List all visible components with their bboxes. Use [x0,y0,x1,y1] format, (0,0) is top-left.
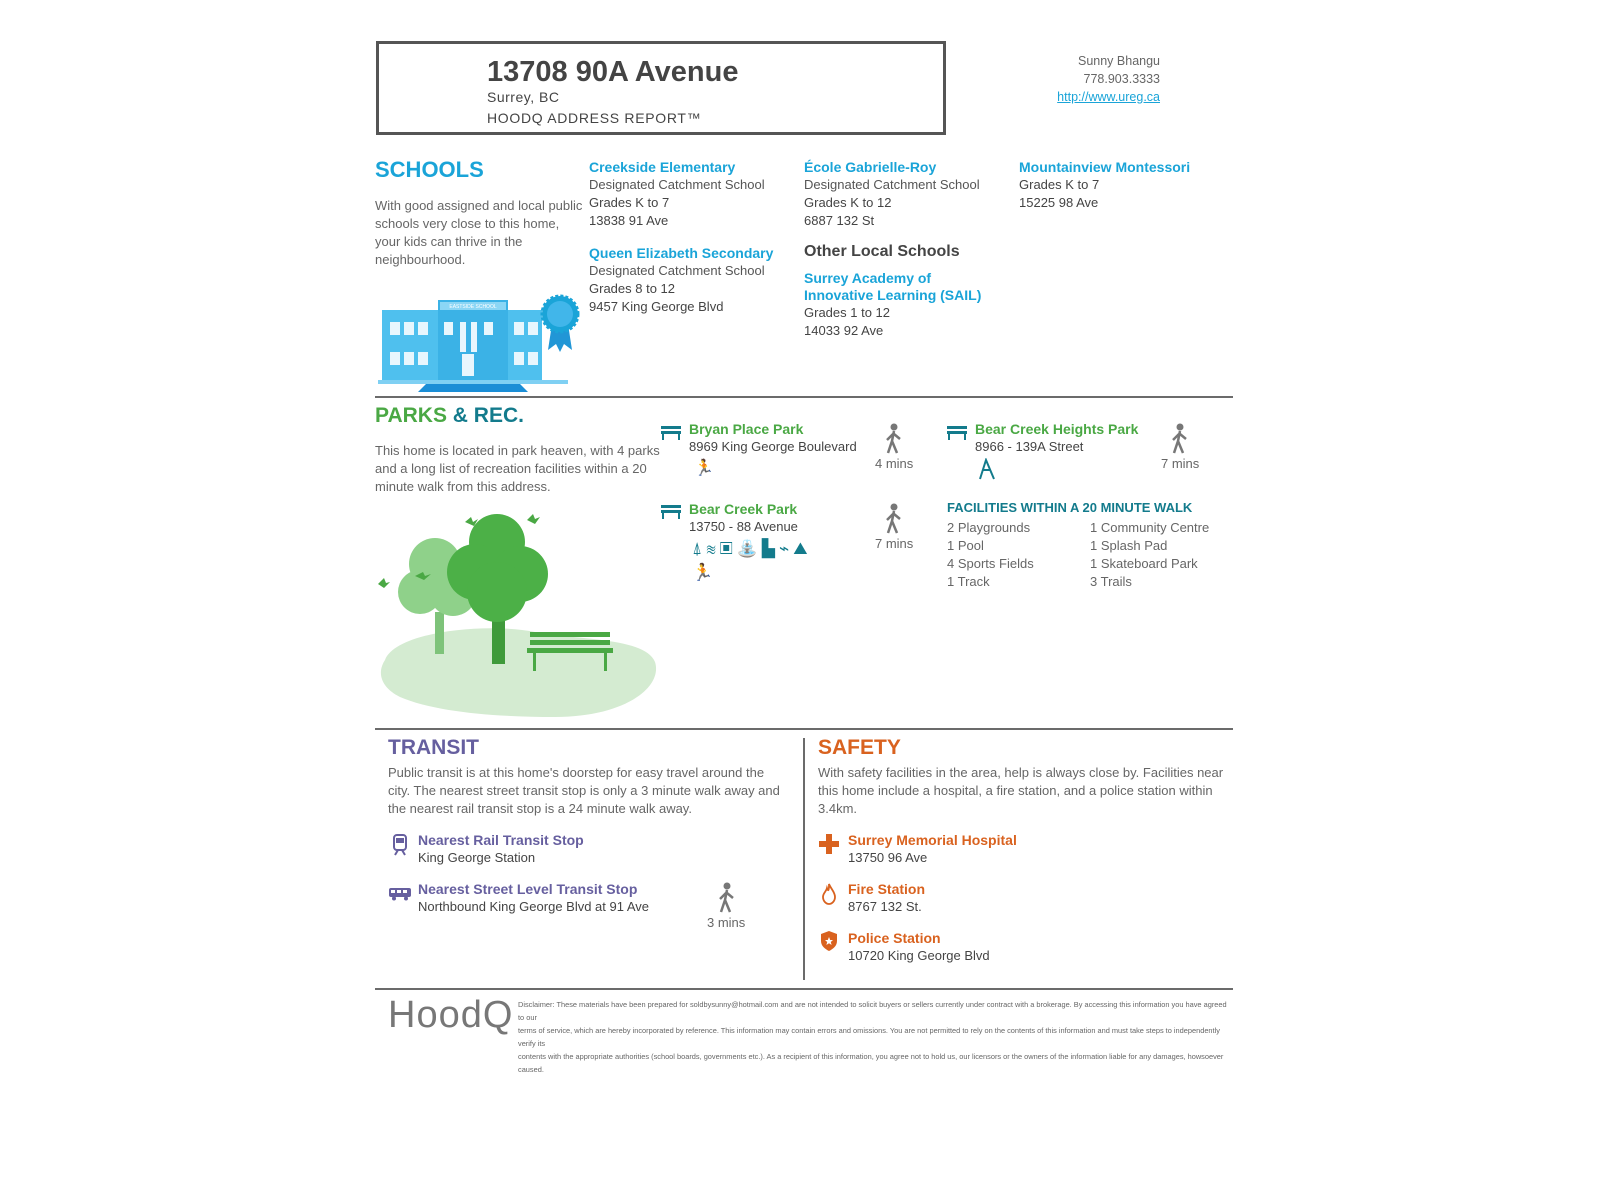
school-card-mountainview [1019,159,1219,212]
safety-name[interactable]: Surrey Memorial Hospital [848,832,1017,848]
transit-description: Public transit is at this home's doorstep for easy travel around the city. The nearest street transit stop is only a 3 minute walk away and the nearest rail transit stop is a 24 minute walk away. [388,765,780,816]
facilities-title: FACILITIES WITHIN A 20 MINUTE WALK [947,500,1193,515]
parks-description: This home is located in park heaven, with 4 parks and a long list of recreation facilities within a 20 minute walk from this address. [375,443,660,494]
school-card-queen-elizabeth [589,245,789,316]
address-title: 13708 90A Avenue [487,56,739,88]
school-grades: Grades K to 12 [804,195,892,210]
facility-item: 3 Trails [1090,574,1132,589]
school-address: 15225 98 Ave [1019,195,1099,210]
facility-item: 1 Splash Pad [1090,538,1168,553]
agent-name: Sunny Bhangu [1077,54,1160,68]
safety-card-police [848,929,990,965]
rail-stop-name: King George Station [418,850,536,865]
park-address: 13750 - 88 Avenue [689,519,798,534]
other-schools-heading: Other Local Schools [804,243,960,260]
school-card-ecole [804,159,1004,230]
safety-card-fire [848,880,925,916]
park-name[interactable]: Bryan Place Park [689,421,804,437]
agent-info [1057,52,1160,106]
disclaimer-line: contents with the appropriate authorities (school boards, governments etc.). As a recipient of this information, you agree not to hold us, our licensors or the owners of the information liable for any damages, howsoever caused. [518,1052,1224,1074]
school-name-line1[interactable]: Surrey Academy of [804,270,932,286]
school-type: Designated Catchment School [589,263,765,278]
bus-icon [388,887,412,901]
safety-address: 8767 132 St. [848,899,922,914]
walking-icon [883,503,905,535]
park-address: 8969 King George Boulevard [689,439,857,454]
school-building-illustration [378,292,583,392]
sports-field-icon: ▣ [719,539,737,558]
park-card-bryan-place [689,420,857,456]
divider-transit-safety [803,738,805,980]
school-name[interactable]: École Gabrielle-Roy [804,159,937,175]
facility-item: 1 Community Centre [1090,520,1210,535]
facilities-col1 [947,519,1034,591]
safety-name[interactable]: Fire Station [848,881,926,897]
splash-pad-icon: ⛲ [736,539,762,558]
street-stop-name: Northbound King George Blvd at 91 Ave [418,899,650,914]
parks-title [375,404,524,428]
street-stop-card [418,880,649,916]
facility-item: 1 Track [947,574,990,589]
bench-icon [660,503,682,519]
community-centre-icon: ▙ [761,539,779,558]
schools-description: With good assigned and local public schools very close to this home, your kids can thrive in the neighbourhood. [375,198,583,267]
rail-stop-card [418,831,584,867]
safety-title: SAFETY [818,736,901,759]
safety-card-hospital [848,831,1017,867]
disclaimer-line: Disclaimer: These materials have been prepared for soldbysunny@hotmail.com and are not intended to solicit buyers or sellers currently under contract with a brokerage. By accessing this information you have agreed to our [518,1000,1227,1022]
divider-schools-parks [375,396,1233,398]
running-icon: 🏃 [692,563,718,582]
police-badge-icon [820,930,838,952]
schools-title: SCHOOLS [375,157,484,182]
school-address: 14033 92 Ave [804,323,884,338]
park-amenity-icons [692,537,872,585]
address-city: Surrey, BC [487,89,560,105]
school-name[interactable]: Mountainview Montessori [1019,159,1191,175]
facilities-col2 [1090,519,1209,591]
walking-icon [716,882,738,914]
school-address: 13838 91 Ave [589,213,669,228]
disclaimer-line: terms of service, which are hereby incorporated by reference. This information may contain errors and omissions. You are not permitted to rely on the contents of this information and must take steps to independently verify its [518,1026,1220,1048]
school-building-sign: EASTSIDE SCHOOL [449,304,497,310]
park-card-bear-creek [689,500,798,536]
bench-icon [660,424,682,440]
school-name[interactable]: Creekside Elementary [589,159,736,175]
facility-item: 1 Pool [947,538,984,553]
school-name-line2[interactable]: Innovative Learning (SAIL) [804,287,982,303]
walking-icon [883,423,905,455]
park-name[interactable]: Bear Creek Park [689,501,798,517]
report-label: HOODQ ADDRESS REPORT™ [487,110,702,126]
address-box [376,41,946,135]
school-grades: Grades K to 7 [589,195,670,210]
train-icon [392,834,408,856]
walk-time: 7 mins [875,536,914,551]
parks-title-b: & REC. [452,404,524,427]
bench-icon [946,424,968,440]
safety-description: With safety facilities in the area, help is always close by. Facilities near this home include a hospital, a fire station, and a police station within 3.4km. [818,765,1224,816]
walk-time: 7 mins [1161,456,1200,471]
playground-icon: ⍋ [692,539,707,558]
disclaimer [518,998,1233,1076]
school-card-sail [804,270,1004,340]
safety-address: 13750 96 Ave [848,850,928,865]
school-address: 9457 King George Blvd [589,299,724,314]
school-grades: Grades 1 to 12 [804,305,890,320]
park-card-bear-creek-heights [975,420,1138,456]
rail-stop-title[interactable]: Nearest Rail Transit Stop [418,832,584,848]
safety-name[interactable]: Police Station [848,930,941,946]
skateboard-icon: ⌁ [778,539,794,558]
hoodq-logo: HoodQ [388,994,514,1036]
safety-address: 10720 King George Blvd [848,948,990,963]
walk-time: 3 mins [707,915,746,930]
school-type: Designated Catchment School [589,177,765,192]
facility-item: 2 Playgrounds [947,520,1031,535]
divider-parks-transit [375,728,1233,730]
playground-icon [978,458,996,480]
school-address: 6887 132 St [804,213,875,228]
facility-item: 4 Sports Fields [947,556,1034,571]
agent-phone: 778.903.3333 [1083,72,1160,86]
divider-footer [375,988,1233,990]
swimming-icon: ≋ [706,539,720,558]
walking-icon [1169,423,1191,455]
running-icon: 🏃 [694,460,714,477]
fire-icon [822,883,836,905]
school-name[interactable]: Queen Elizabeth Secondary [589,245,774,261]
park-name[interactable]: Bear Creek Heights Park [975,421,1139,437]
school-card-creekside [589,159,789,230]
hospital-cross-icon [818,833,840,855]
park-address: 8966 - 139A Street [975,439,1084,454]
school-type: Designated Catchment School [804,177,980,192]
school-grades: Grades K to 7 [1019,177,1100,192]
transit-title: TRANSIT [388,736,479,759]
trail-icon: ⛰ [793,539,812,558]
park-illustration [375,512,660,724]
street-stop-title[interactable]: Nearest Street Level Transit Stop [418,881,638,897]
walk-time: 4 mins [875,456,914,471]
school-grades: Grades 8 to 12 [589,281,675,296]
agent-website-link[interactable]: http://www.ureg.ca [1057,90,1160,104]
facility-item: 1 Skateboard Park [1090,556,1198,571]
parks-title-a: PARKS [375,404,447,427]
